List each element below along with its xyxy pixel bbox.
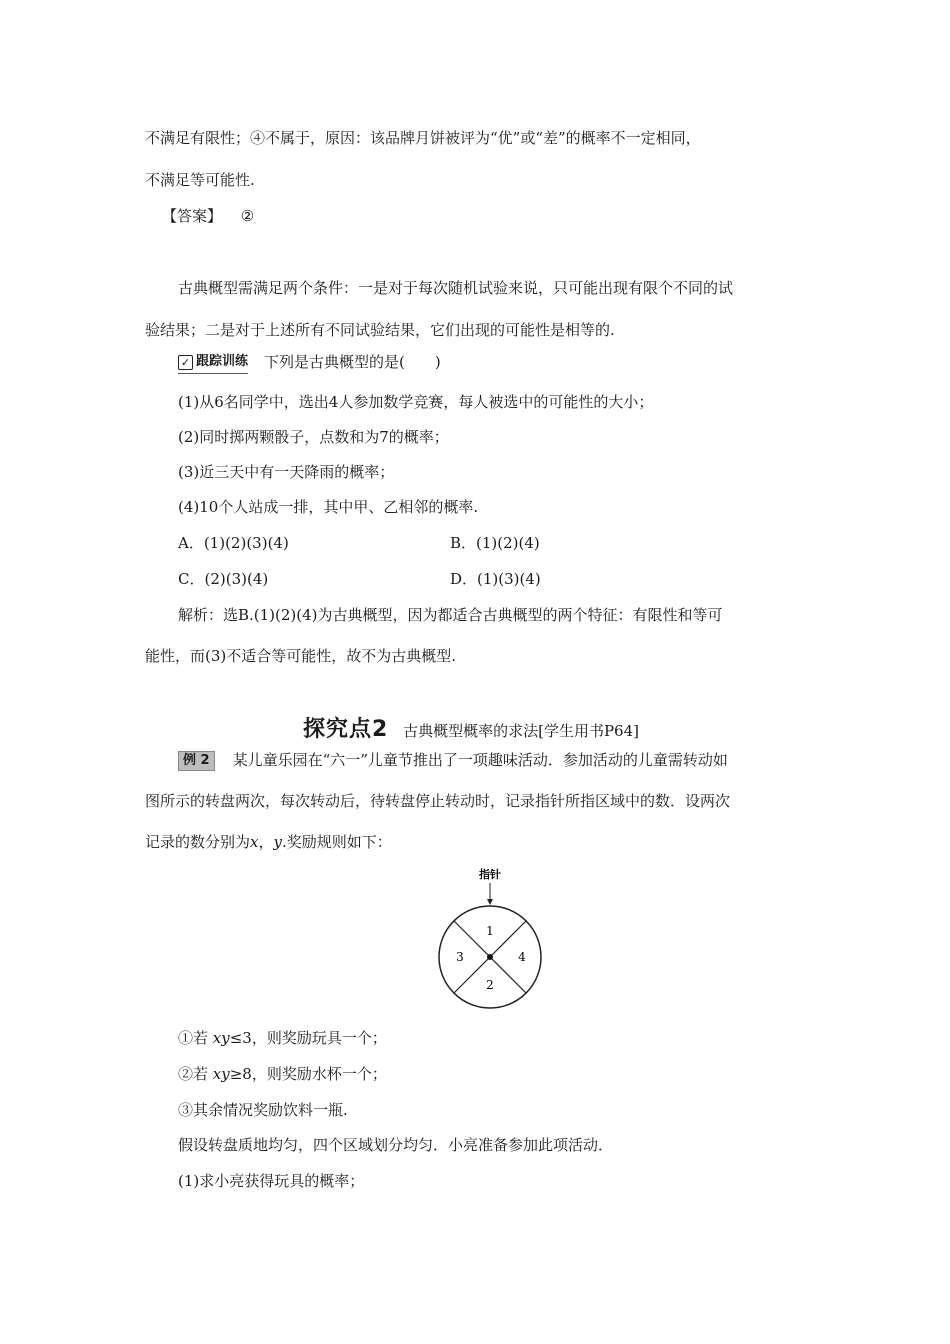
solution-line: 能性，而(3)不适合等可能性，故不为古典概型. <box>145 647 457 665</box>
region-top-label: 1 <box>486 924 494 938</box>
question-line: (1)求小亮获得玩具的概率； <box>178 1172 365 1190</box>
section-title: 探究点2 <box>303 717 389 742</box>
example-line: 记录的数分别为x，y.奖励规则如下： <box>145 833 392 851</box>
section-heading <box>303 712 639 743</box>
check-icon: ✓ <box>178 355 193 370</box>
paragraph-line: 不满足有限性；④不属于，原因：该品牌月饼被评为“优”或“差”的概率不一定相同， <box>145 129 701 147</box>
rule-line: ③其余情况奖励饮料一瓶. <box>178 1101 348 1119</box>
answer-value: ② <box>240 207 255 225</box>
section-subtitle: 古典概型概率的求法[学生用书P64] <box>403 722 639 740</box>
list-item: (2)同时掷两颗骰子，点数和为7的概率； <box>178 428 449 446</box>
option-d: D．(1)(3)(4) <box>450 570 541 588</box>
example-line: 图所示的转盘两次，每次转动后，待转盘停止转动时，记录指针所指区域中的数．设两次 <box>145 792 731 810</box>
note-line: 验结果；二是对于上述所有不同试验结果，它们出现的可能性是相等的. <box>145 321 615 339</box>
solution-line: 解析：选B.(1)(2)(4)为古典概型，因为都适合古典概型的两个特征：有限性和等可 <box>178 606 723 624</box>
list-item: (4)10个人站成一排，其中甲、乙相邻的概率. <box>178 498 479 516</box>
follow-up-badge: ✓ 跟踪训练 <box>178 352 248 374</box>
pointer-label: 指针 <box>479 868 501 881</box>
example-text: 某儿童乐园在“六一”儿童节推出了一项趣味活动．参加活动的儿童需转动如 <box>232 751 728 769</box>
example-badge: 例 2 <box>178 751 215 771</box>
pointer-arrowhead <box>487 899 493 905</box>
paragraph-line: 假设转盘质地均匀，四个区域划分均匀．小亮准备参加此项活动． <box>178 1136 614 1154</box>
spinner-diagram <box>430 865 550 1015</box>
spinner-center <box>487 954 493 960</box>
answer-line <box>162 206 254 226</box>
region-right-label: 4 <box>518 950 526 964</box>
option-b: B．(1)(2)(4) <box>450 534 540 552</box>
spinner-figure <box>430 865 550 1015</box>
region-left-label: 3 <box>456 950 464 964</box>
region-bottom-label: 2 <box>486 978 494 992</box>
list-item: (3)近三天中有一天降雨的概率； <box>178 463 395 481</box>
paragraph-line: 不满足等可能性. <box>145 171 255 189</box>
option-a: A．(1)(2)(3)(4) <box>178 534 289 552</box>
list-item: (1)从6名同学中，选出4人参加数学竞赛，每人被选中的可能性的大小； <box>178 393 654 411</box>
example-line <box>178 750 728 771</box>
note-line: 古典概型需满足两个条件：一是对于每次随机试验来说，只可能出现有限个不同的试 <box>178 279 734 297</box>
rule-line: ①若 xy≤3，则奖励玩具一个； <box>178 1029 387 1047</box>
rule-line: ②若 xy≥8，则奖励水杯一个； <box>178 1065 387 1083</box>
follow-up-line <box>178 352 441 374</box>
answer-label: 【答案】 <box>162 207 223 225</box>
option-c: C．(2)(3)(4) <box>178 570 269 588</box>
follow-up-question: 下列是古典概型的是( ) <box>264 353 441 371</box>
